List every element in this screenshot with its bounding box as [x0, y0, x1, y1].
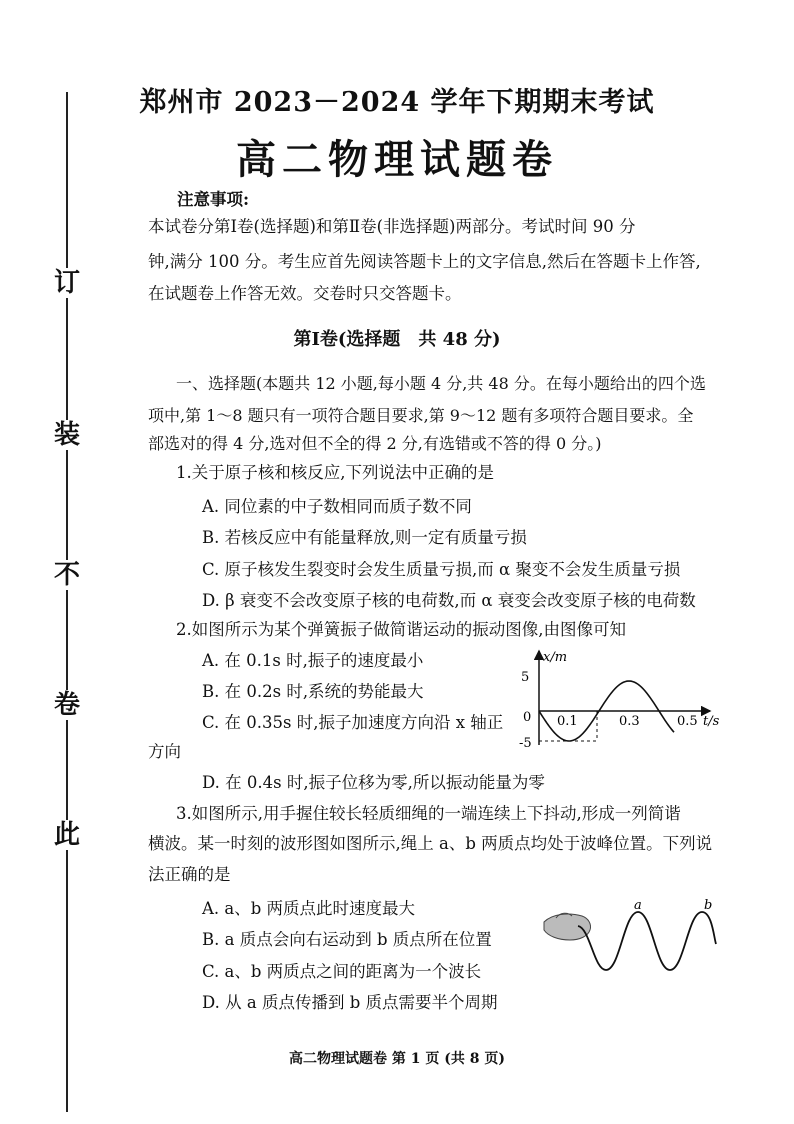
paper-title: 高二物理试题卷 [236, 136, 558, 183]
x-tick-label: 0.1 [557, 714, 578, 729]
x-tick-label: 0.3 [619, 714, 640, 729]
question-stem: 横波。某一时刻的波形图如图所示,绳上 a、b 两质点均处于波峰位置。下列说 [148, 834, 713, 853]
origin-label: 0 [523, 710, 532, 725]
question-option: B. a 质点会向右运动到 b 质点所在位置 [202, 930, 492, 949]
hand-icon [544, 913, 591, 940]
x-axis-label: t/s [703, 714, 720, 729]
question-option: B. 在 0.2s 时,系统的势能最大 [202, 682, 424, 701]
question-stem: 1.关于原子核和核反应,下列说法中正确的是 [176, 463, 494, 482]
question-stem: 法正确的是 [148, 865, 231, 884]
question-option: C. a、b 两质点之间的距离为一个波长 [202, 962, 482, 981]
wave-figure [538, 898, 728, 978]
y-axis-label: x/m [543, 650, 568, 665]
binding-char: 不 [53, 560, 80, 590]
exam-title: 郑州市 2023－2024 学年下期期末考试 [139, 87, 655, 118]
oscillation-chart [515, 645, 725, 755]
y-tick-label: -5 [519, 736, 532, 751]
notice-line: 在试题卷上作答无效。交卷时只交答题卡。 [148, 284, 462, 303]
question-option: C. 在 0.35s 时,振子加速度方向沿 x 轴正 [202, 713, 504, 732]
question-option: C. 原子核发生裂变时会发生质量亏损,而 α 聚变不会发生质量亏损 [202, 560, 681, 579]
point-b-label: b [704, 898, 713, 913]
binding-char: 卷 [53, 690, 80, 720]
question-option: B. 若核反应中有能量释放,则一定有质量亏损 [202, 528, 527, 547]
y-tick-label: 5 [521, 670, 530, 685]
question-option-continuation: 方向 [148, 742, 181, 761]
section-intro-line: 部选对的得 4 分,选对但不全的得 2 分,有选错或不答的得 0 分。) [148, 434, 602, 453]
question-option: A. 同位素的中子数相同而质子数不同 [202, 497, 472, 516]
question-stem: 3.如图所示,用手握住较长轻质细绳的一端连续上下抖动,形成一列简谐 [176, 804, 681, 823]
question-option: D. 从 a 质点传播到 b 质点需要半个周期 [202, 993, 498, 1012]
rope-wave [578, 912, 716, 970]
binding-line [66, 92, 68, 1112]
section-title: 第Ⅰ卷(选择题 共 48 分) [293, 329, 501, 350]
question-option: D. β 衰变不会改变原子核的电荷数,而 α 衰变会改变原子核的电荷数 [202, 591, 696, 610]
point-a-label: a [634, 898, 642, 913]
binding-char: 订 [53, 268, 80, 298]
x-tick-label: 0.5 [677, 714, 698, 729]
section-intro-line: 项中,第 1～8 题只有一项符合题目要求,第 9～12 题有多项符合题目要求。全 [148, 406, 694, 425]
binding-char: 此 [53, 820, 80, 850]
notice-line: 本试卷分第Ⅰ卷(选择题)和第Ⅱ卷(非选择题)两部分。考试时间 90 分 [148, 217, 636, 236]
question-stem: 2.如图所示为某个弹簧振子做简谐运动的振动图像,由图像可知 [176, 620, 626, 639]
notice-line: 钟,满分 100 分。考生应首先阅读答题卡上的文字信息,然后在答题卡上作答, [148, 252, 701, 271]
question-option: A. a、b 两质点此时速度最大 [202, 899, 416, 918]
binding-char: 装 [53, 420, 80, 450]
question-option: D. 在 0.4s 时,振子位移为零,所以振动能量为零 [202, 773, 545, 792]
section-intro-line: 一、选择题(本题共 12 小题,每小题 4 分,共 48 分。在每小题给出的四个选 [176, 374, 706, 393]
question-option: A. 在 0.1s 时,振子的速度最小 [202, 651, 424, 670]
page-footer: 高二物理试题卷 第 1 页 (共 8 页) [289, 1051, 505, 1067]
notice-heading: 注意事项: [177, 190, 250, 209]
